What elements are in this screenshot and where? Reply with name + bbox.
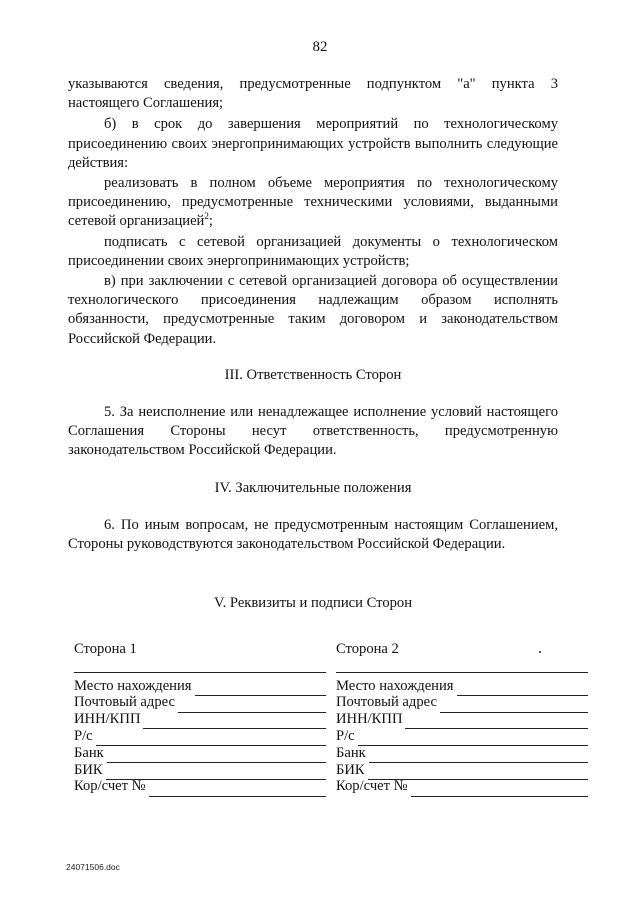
- requisite-label: БИК: [74, 761, 103, 778]
- paragraph-text: реализовать в полном объеме мероприятия по технологическому присоединению, предусмотренные техническими условиями, выданными сетевой организацией: [68, 175, 558, 230]
- requisite-row: [74, 729, 326, 746]
- requisite-label: Р/с: [336, 727, 355, 744]
- requisite-row: [74, 713, 326, 730]
- requisite-blank: [440, 699, 588, 713]
- requisite-row: [336, 746, 588, 763]
- paragraph: 6. По иным вопросам, не предусмотренным настоящим Соглашением, Стороны руководствуются законодательством Российской Федерации.: [68, 516, 558, 553]
- requisite-blank: [369, 749, 588, 763]
- requisite-label: ИНН/КПП: [74, 711, 141, 728]
- requisite-blank: [195, 682, 326, 696]
- paragraph: [68, 174, 558, 232]
- requisite-label: Банк: [336, 744, 366, 761]
- page-number: 82: [312, 39, 328, 55]
- paragraph: в) при заключении с сетевой организацией договора об осуществлении технологического присоединения надлежащим образом исполнять обязанности, предусмотренные таким договором и законодательством Российской Федерации.: [68, 273, 558, 347]
- paragraph: б) в срок до завершения мероприятий по технологическому присоединению своих энергопринимающих устройств выполнить следующие действия:: [68, 116, 558, 171]
- requisite-blank: [411, 783, 588, 797]
- scan-speck: [539, 651, 541, 653]
- requisite-label: Почтовый адрес: [74, 694, 175, 711]
- section-heading: IV. Заключительные положения: [214, 479, 412, 496]
- party-title: Сторона 2: [336, 641, 399, 657]
- requisite-label: Кор/счет №: [74, 778, 146, 795]
- paragraph: подписать с сетевой организацией документы о технологическом присоединении своих энергопринимающих устройств;: [68, 233, 558, 269]
- signature-line: [336, 660, 588, 673]
- paragraph: указываются сведения, предусмотренные подпунктом "а" пункта 3 настоящего Соглашения;: [68, 76, 558, 112]
- requisite-row: [336, 713, 588, 730]
- party-2-requisites: [336, 640, 588, 797]
- document-body: [68, 75, 558, 613]
- paragraph: 5. За неисполнение или ненадлежащее исполнение условий настоящего Соглашения Стороны несут ответственность, предусмотренную законодательством Российской Федерации.: [68, 404, 558, 459]
- requisite-blank: [107, 749, 326, 763]
- requisite-label: ИНН/КПП: [336, 711, 403, 728]
- requisite-blank: [149, 783, 326, 797]
- section-heading: III. Ответственность Сторон: [224, 366, 402, 383]
- section-heading: V. Реквизиты и подписи Сторон: [213, 595, 413, 612]
- requisite-label: Место нахождения: [74, 677, 192, 694]
- requisite-row: [74, 780, 326, 797]
- requisite-label: Кор/счет №: [336, 778, 408, 795]
- requisite-blank: [405, 715, 588, 729]
- signature-line: [74, 660, 326, 673]
- requisite-label: Почтовый адрес: [336, 694, 437, 711]
- document-code: 24071506.doc: [66, 862, 120, 872]
- requisite-label: Место нахождения: [336, 677, 454, 694]
- requisite-blank: [143, 715, 326, 729]
- party-1-requisites: [74, 640, 326, 797]
- requisite-label: БИК: [336, 761, 365, 778]
- requisite-row: [336, 780, 588, 797]
- requisite-label: Банк: [74, 744, 104, 761]
- party-title: Сторона 1: [74, 641, 137, 657]
- requisite-label: Р/с: [74, 727, 93, 744]
- paragraph-tail: ;: [208, 213, 213, 230]
- requisite-blank: [457, 682, 588, 696]
- requisite-row: [336, 729, 588, 746]
- requisite-blank: [358, 732, 588, 746]
- requisite-blank: [96, 732, 326, 746]
- requisite-row: [74, 746, 326, 763]
- requisite-blank: [178, 699, 326, 713]
- footnote-marker: 2: [204, 211, 209, 222]
